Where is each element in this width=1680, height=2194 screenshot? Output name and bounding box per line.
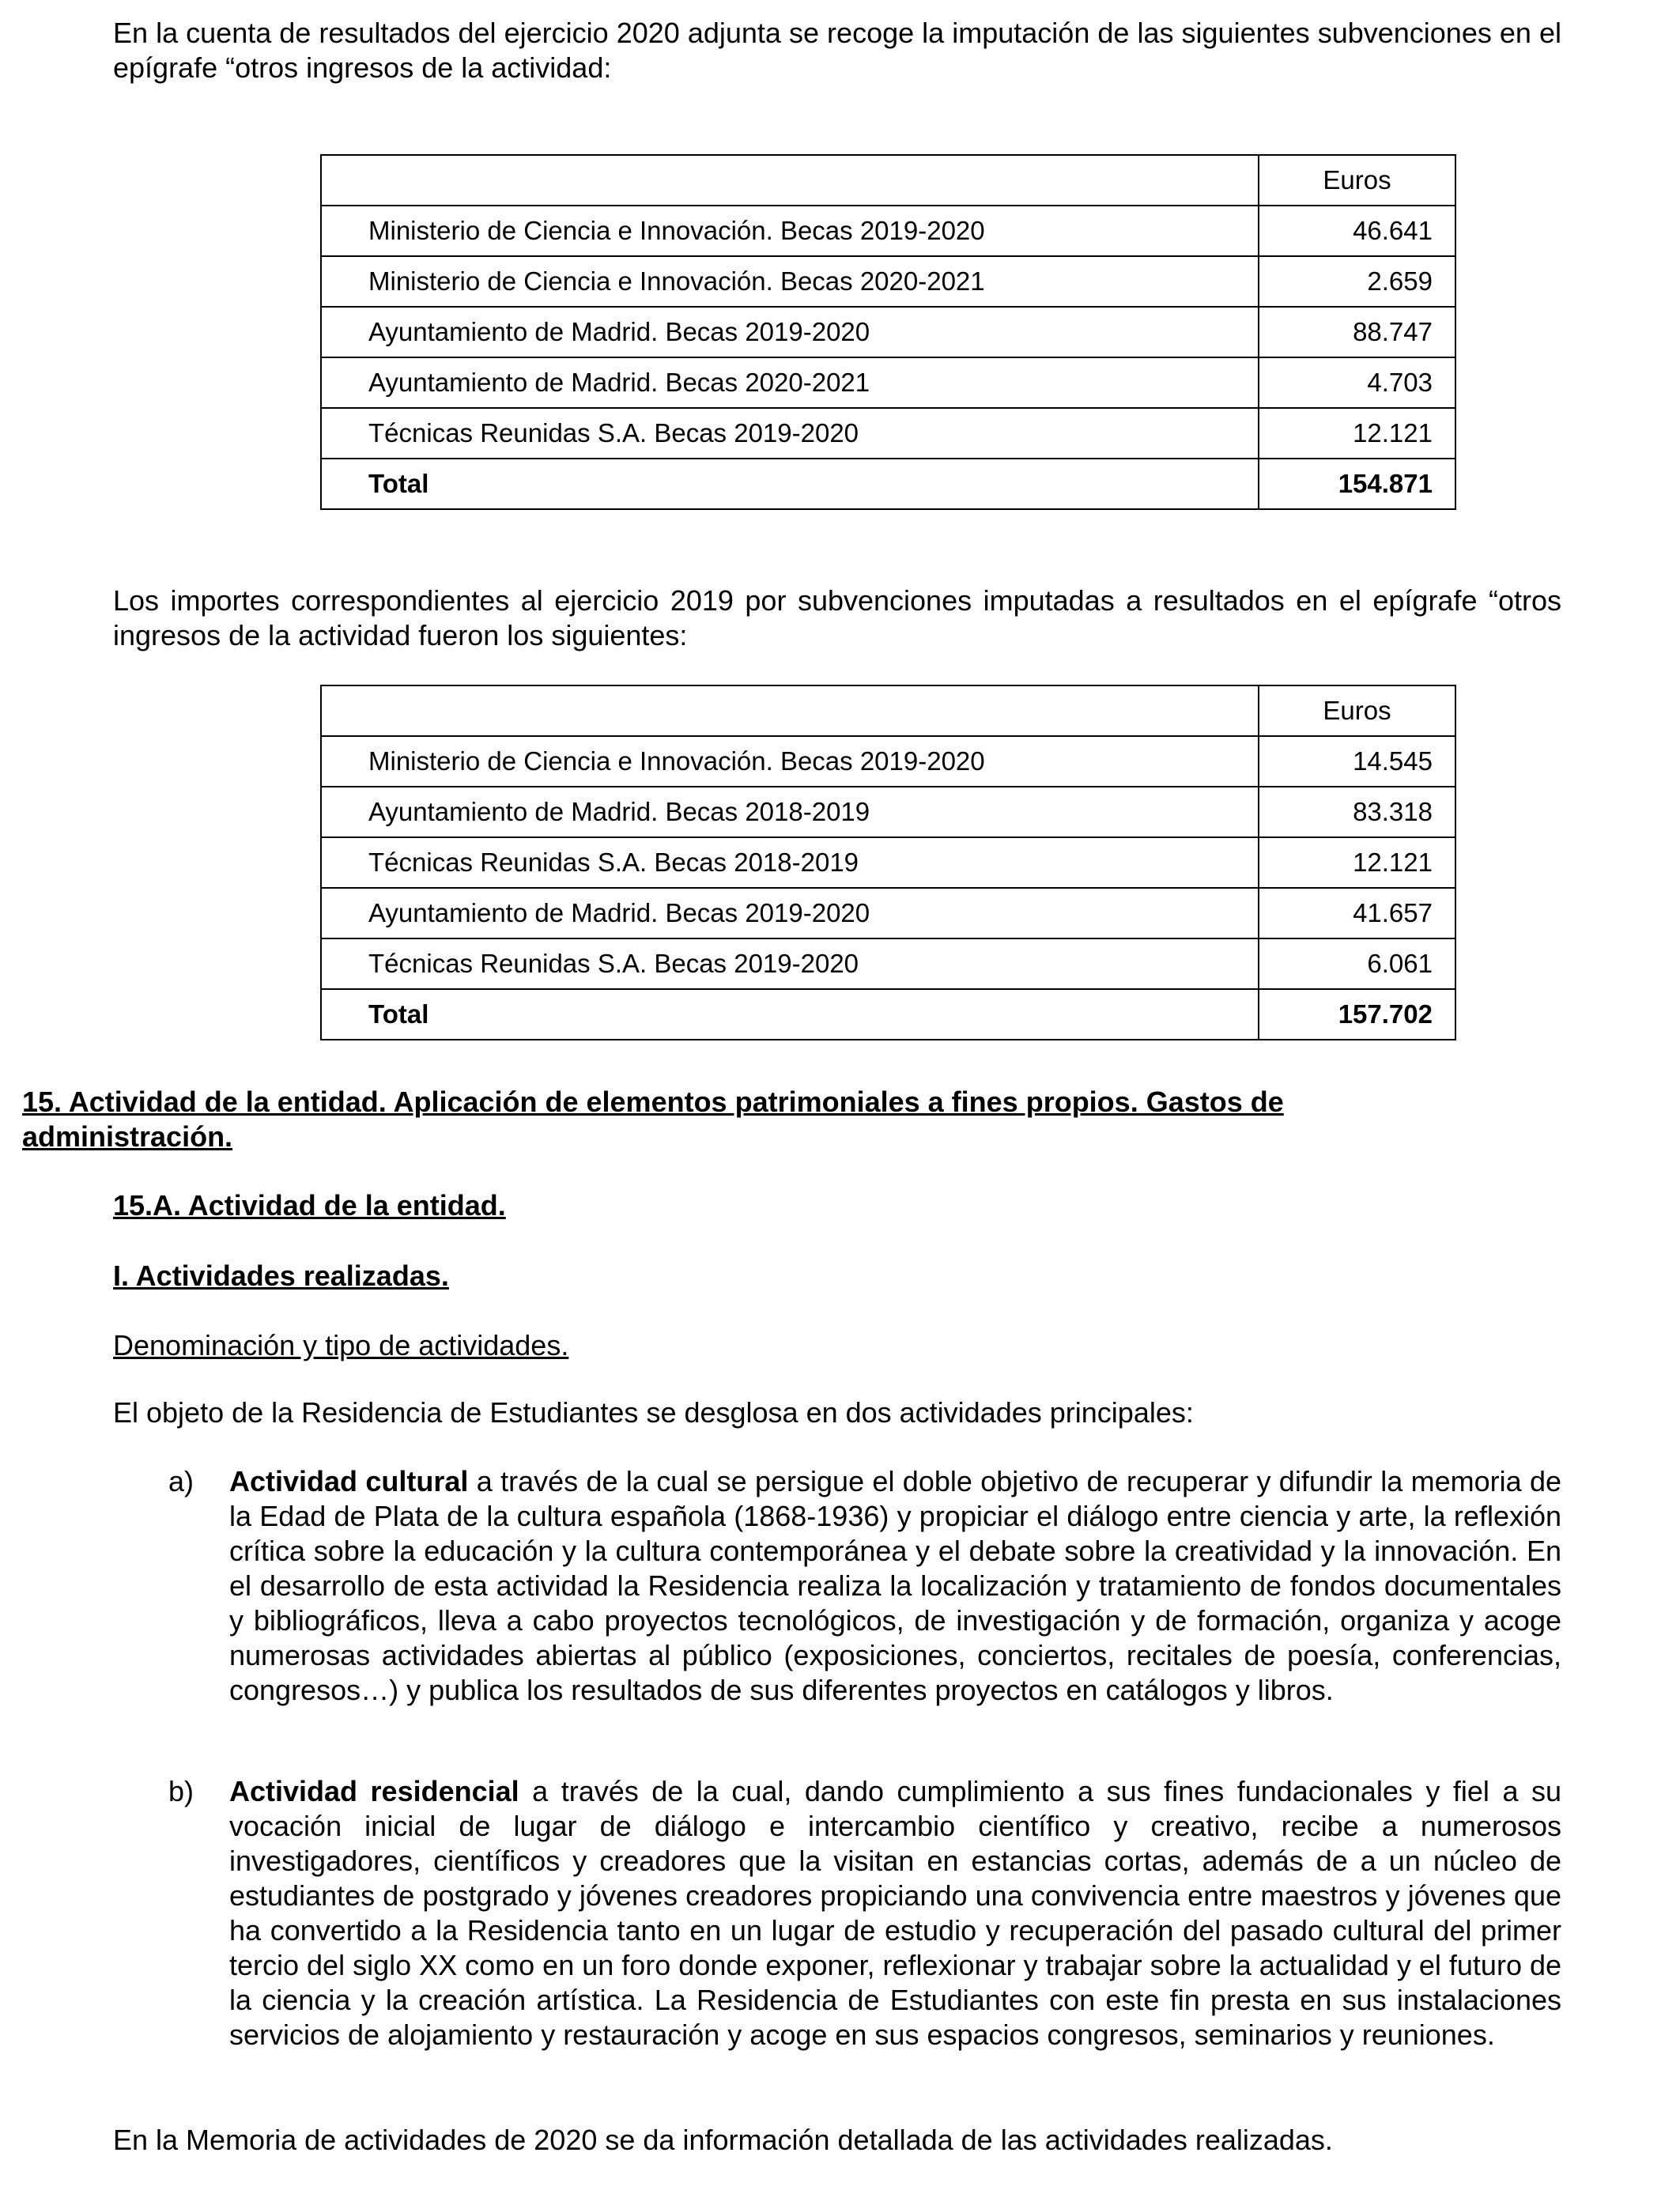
subsidies-table-2020 [320,154,1456,510]
list-item [168,1464,1561,1708]
row-concept: Técnicas Reunidas S.A. Becas 2019-2020 [321,938,1259,989]
activity-description: a través de la cual, dando cumplimiento a sus fines fundacionales y fiel a su vocación inicial de lugar de diálogo e intercambio científico y creativo, recibe a numerosos investigadores, científicos y creadores que la visitan en estancias cortas, además de a un núcleo de estudiantes de postgrado y jóvenes creadores propiciando una convivencia entre maestros y jóvenes que ha convertido a la Residencia tanto en un lugar de estudio y recuperación del pasado cultural del primer tercio del siglo XX como en un foro donde exponer, reflexionar y trabajar sobre la actualidad y el futuro de la ciencia y la creación artística. La Residencia de Estudiantes con este fin presta en sus instalaciones servicios de alojamiento y restauración y acoge en sus espacios congresos, seminarios y reuniones. [229,1775,1562,2051]
table-row [321,307,1455,357]
activity-title: Actividad residencial [229,1775,519,1807]
subsection-heading: 15.A. Actividad de la entidad. [113,1189,506,1222]
table-row [321,938,1455,989]
table-row [321,408,1455,459]
row-amount: 12.121 [1259,837,1455,888]
row-concept: Ayuntamiento de Madrid. Becas 2019-2020 [321,307,1259,357]
activity-description: a través de la cual se persigue el doble objetivo de recuperar y difundir la memoria de la Edad de Plata de la cultura española (1868-1936) y propiciar el diálogo entre ciencia y arte, la reflexión crítica sobre la educación y la cultura contemporánea y el debate sobre la creatividad y la innovación. En el desarrollo de esta actividad la Residencia realiza la localización y tratamiento de fondos documentales y bibliográficos, lleva a cabo proyectos tecnológicos, de investigación y de formación, organiza y acoge numerosas actividades abiertas al público (exposiciones, conciertos, recitales de poesía, conferencias, congresos…) y publica los resultados de sus diferentes proyectos en catálogos y libros. [229,1465,1561,1706]
objeto-paragraph: El objeto de la Residencia de Estudiantes se desglosa en dos actividades principales: [113,1396,1194,1429]
unit-header: Euros [1259,155,1455,206]
row-concept: Ayuntamiento de Madrid. Becas 2018-2019 [321,787,1259,837]
header-empty-cell [321,685,1259,736]
row-concept: Técnicas Reunidas S.A. Becas 2019-2020 [321,408,1259,459]
row-amount: 6.061 [1259,938,1455,989]
total-row [321,459,1455,509]
row-amount: 14.545 [1259,736,1455,787]
total-row [321,989,1455,1040]
row-amount: 83.318 [1259,787,1455,837]
list-item-text [229,1774,1561,2052]
row-concept: Técnicas Reunidas S.A. Becas 2018-2019 [321,837,1259,888]
table-header-row [321,155,1455,206]
table-row [321,787,1455,837]
row-concept: Ayuntamiento de Madrid. Becas 2020-2021 [321,357,1259,408]
total-label: Total [321,459,1259,509]
unit-header: Euros [1259,685,1455,736]
row-amount: 2.659 [1259,256,1455,307]
intro-paragraph-2020: En la cuenta de resultados del ejercicio 2020 adjunta se recoge la imputación de las siguientes subvenciones en el epígrafe “otros ingresos de la actividad: [113,17,1561,84]
table-row [321,837,1455,888]
row-concept: Ministerio de Ciencia e Innovación. Becas 2019-2020 [321,206,1259,256]
table-row [321,736,1455,787]
row-amount: 46.641 [1259,206,1455,256]
total-amount: 154.871 [1259,459,1455,509]
intro-paragraph-2019: Los importes correspondientes al ejercicio 2019 por subvenciones imputadas a resultados en el epígrafe “otros ingresos de la actividad fueron los siguientes: [113,584,1561,651]
row-amount: 88.747 [1259,307,1455,357]
activities-type-heading: Denominación y tipo de actividades. [113,1329,569,1361]
closing-paragraph: En la Memoria de actividades de 2020 se da información detallada de las actividades realizadas. [113,2124,1333,2156]
subsidies-table-2019 [320,685,1456,1040]
row-amount: 12.121 [1259,408,1455,459]
section-heading: 15. Actividad de la entidad. Aplicación de elementos patrimoniales a fines propios. Gastos de administración. [22,1086,1284,1153]
table-header-row [321,685,1455,736]
total-label: Total [321,989,1259,1040]
list-marker: a) [168,1465,194,1497]
list-item-text [229,1464,1561,1708]
table-row [321,206,1455,256]
row-amount: 4.703 [1259,357,1455,408]
list-item [168,1774,1561,2052]
table-row [321,357,1455,408]
activities-heading: I. Actividades realizadas. [113,1259,449,1292]
row-amount: 41.657 [1259,888,1455,938]
row-concept: Ayuntamiento de Madrid. Becas 2019-2020 [321,888,1259,938]
total-amount: 157.702 [1259,989,1455,1040]
header-empty-cell [321,155,1259,206]
table-row [321,256,1455,307]
table-row [321,888,1455,938]
row-concept: Ministerio de Ciencia e Innovación. Becas 2020-2021 [321,256,1259,307]
list-marker: b) [168,1775,194,1807]
activity-title: Actividad cultural [229,1465,469,1497]
row-concept: Ministerio de Ciencia e Innovación. Becas 2019-2020 [321,736,1259,787]
